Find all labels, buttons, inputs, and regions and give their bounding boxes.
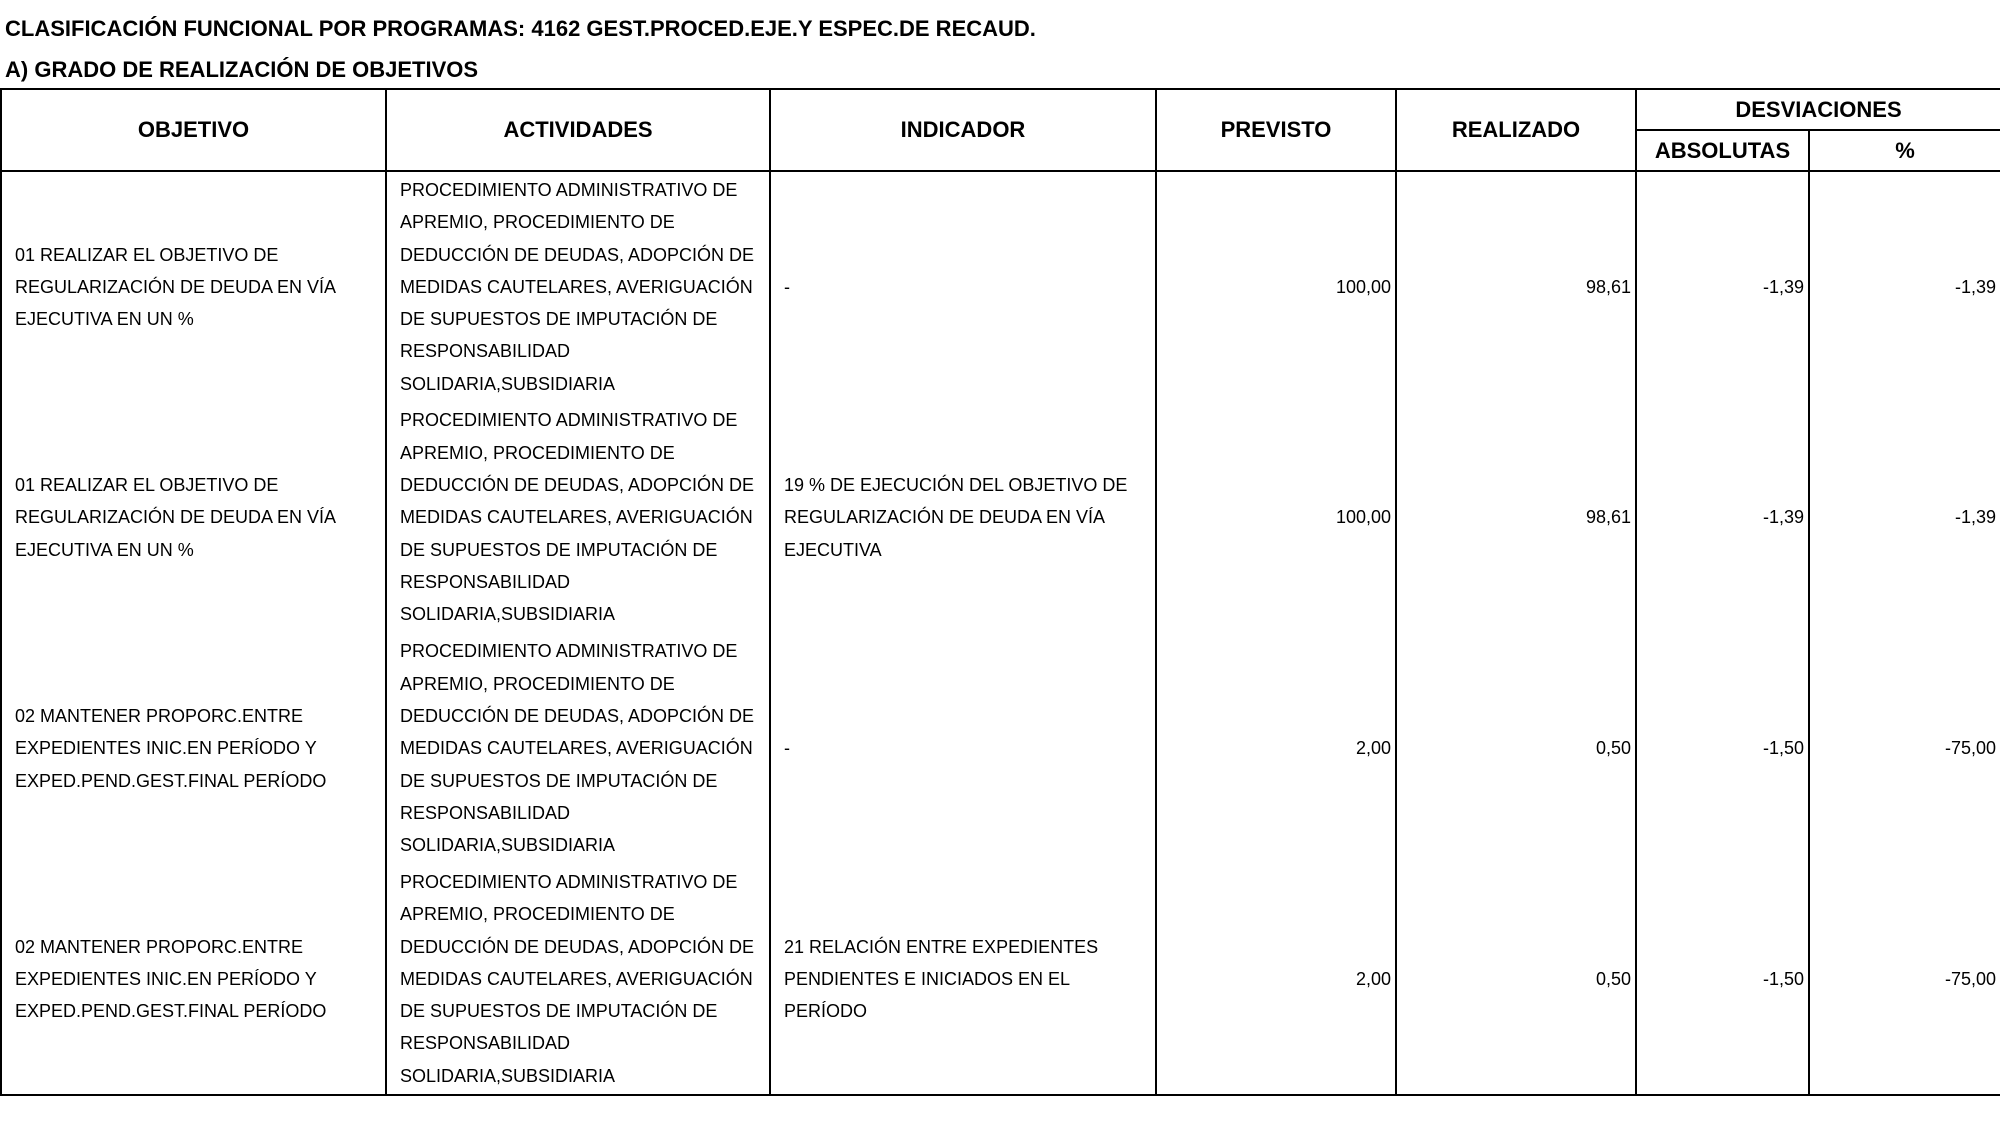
objectives-table [0, 88, 2000, 1096]
section-title: A) GRADO DE REALIZACIÓN DE OBJETIVOS [5, 57, 479, 82]
table-row [1, 864, 2000, 1095]
cell-previsto: 2,00 [1156, 633, 1396, 864]
header-realizado: REALIZADO [1396, 89, 1636, 171]
cell-absolutas: -1,39 [1636, 171, 1809, 402]
cell-objetivo: 02 MANTENER PROPORC.ENTRE EXPEDIENTES INIC.EN PERÍODO Y EXPED.PEND.GEST.FINAL PERÍODO [1, 864, 386, 1095]
table-row [1, 402, 2000, 633]
table-row [1, 171, 2000, 402]
table-row [1, 633, 2000, 864]
cell-porcentaje: -75,00 [1809, 633, 2000, 864]
cell-indicador: - [770, 633, 1156, 864]
cell-objetivo: 01 REALIZAR EL OBJETIVO DE REGULARIZACIÓN DE DEUDA EN VÍA EJECUTIVA EN UN % [1, 171, 386, 402]
header-indicador: INDICADOR [770, 89, 1156, 171]
cell-indicador: 21 RELACIÓN ENTRE EXPEDIENTES PENDIENTES E INICIADOS EN EL PERÍODO [770, 864, 1156, 1095]
cell-indicador: 19 % DE EJECUCIÓN DEL OBJETIVO DE REGULARIZACIÓN DE DEUDA EN VÍA EJECUTIVA [770, 402, 1156, 633]
header-actividades: ACTIVIDADES [386, 89, 770, 171]
cell-realizado: 98,61 [1396, 402, 1636, 633]
header-objetivo: OBJETIVO [1, 89, 386, 171]
cell-actividades: PROCEDIMIENTO ADMINISTRATIVO DE APREMIO, PROCEDIMIENTO DE DEDUCCIÓN DE DEUDAS, ADOPCIÓN DE MEDIDAS CAUTELARES, AVERIGUACIÓN DE SUPUESTOS DE IMPUTACIÓN DE RESPONSABILIDAD SOLIDARIA,SUBSIDIARIA [386, 402, 770, 633]
cell-previsto: 2,00 [1156, 864, 1396, 1095]
cell-actividades: PROCEDIMIENTO ADMINISTRATIVO DE APREMIO, PROCEDIMIENTO DE DEDUCCIÓN DE DEUDAS, ADOPCIÓN DE MEDIDAS CAUTELARES, AVERIGUACIÓN DE SUPUESTOS DE IMPUTACIÓN DE RESPONSABILIDAD SOLIDARIA,SUBSIDIARIA [386, 171, 770, 402]
cell-realizado: 0,50 [1396, 864, 1636, 1095]
cell-realizado: 98,61 [1396, 171, 1636, 402]
cell-realizado: 0,50 [1396, 633, 1636, 864]
cell-actividades: PROCEDIMIENTO ADMINISTRATIVO DE APREMIO, PROCEDIMIENTO DE DEDUCCIÓN DE DEUDAS, ADOPCIÓN DE MEDIDAS CAUTELARES, AVERIGUACIÓN DE SUPUESTOS DE IMPUTACIÓN DE RESPONSABILIDAD SOLIDARIA,SUBSIDIARIA [386, 864, 770, 1095]
cell-objetivo: 02 MANTENER PROPORC.ENTRE EXPEDIENTES INIC.EN PERÍODO Y EXPED.PEND.GEST.FINAL PERÍODO [1, 633, 386, 864]
cell-actividades: PROCEDIMIENTO ADMINISTRATIVO DE APREMIO, PROCEDIMIENTO DE DEDUCCIÓN DE DEUDAS, ADOPCIÓN DE MEDIDAS CAUTELARES, AVERIGUACIÓN DE SUPUESTOS DE IMPUTACIÓN DE RESPONSABILIDAD SOLIDARIA,SUBSIDIARIA [386, 633, 770, 864]
header-porcentaje: % [1809, 130, 2000, 171]
document-title: CLASIFICACIÓN FUNCIONAL POR PROGRAMAS: 4162 GEST.PROCED.EJE.Y ESPEC.DE RECAUD. [5, 16, 1036, 41]
cell-porcentaje: -1,39 [1809, 171, 2000, 402]
cell-previsto: 100,00 [1156, 402, 1396, 633]
cell-porcentaje: -1,39 [1809, 402, 2000, 633]
header-desviaciones: DESVIACIONES [1636, 89, 2000, 130]
cell-absolutas: -1,50 [1636, 633, 1809, 864]
cell-absolutas: -1,50 [1636, 864, 1809, 1095]
cell-porcentaje: -75,00 [1809, 864, 2000, 1095]
cell-indicador: - [770, 171, 1156, 402]
header-absolutas: ABSOLUTAS [1636, 130, 1809, 171]
cell-previsto: 100,00 [1156, 171, 1396, 402]
cell-absolutas: -1,39 [1636, 402, 1809, 633]
cell-objetivo: 01 REALIZAR EL OBJETIVO DE REGULARIZACIÓN DE DEUDA EN VÍA EJECUTIVA EN UN % [1, 402, 386, 633]
header-previsto: PREVISTO [1156, 89, 1396, 171]
